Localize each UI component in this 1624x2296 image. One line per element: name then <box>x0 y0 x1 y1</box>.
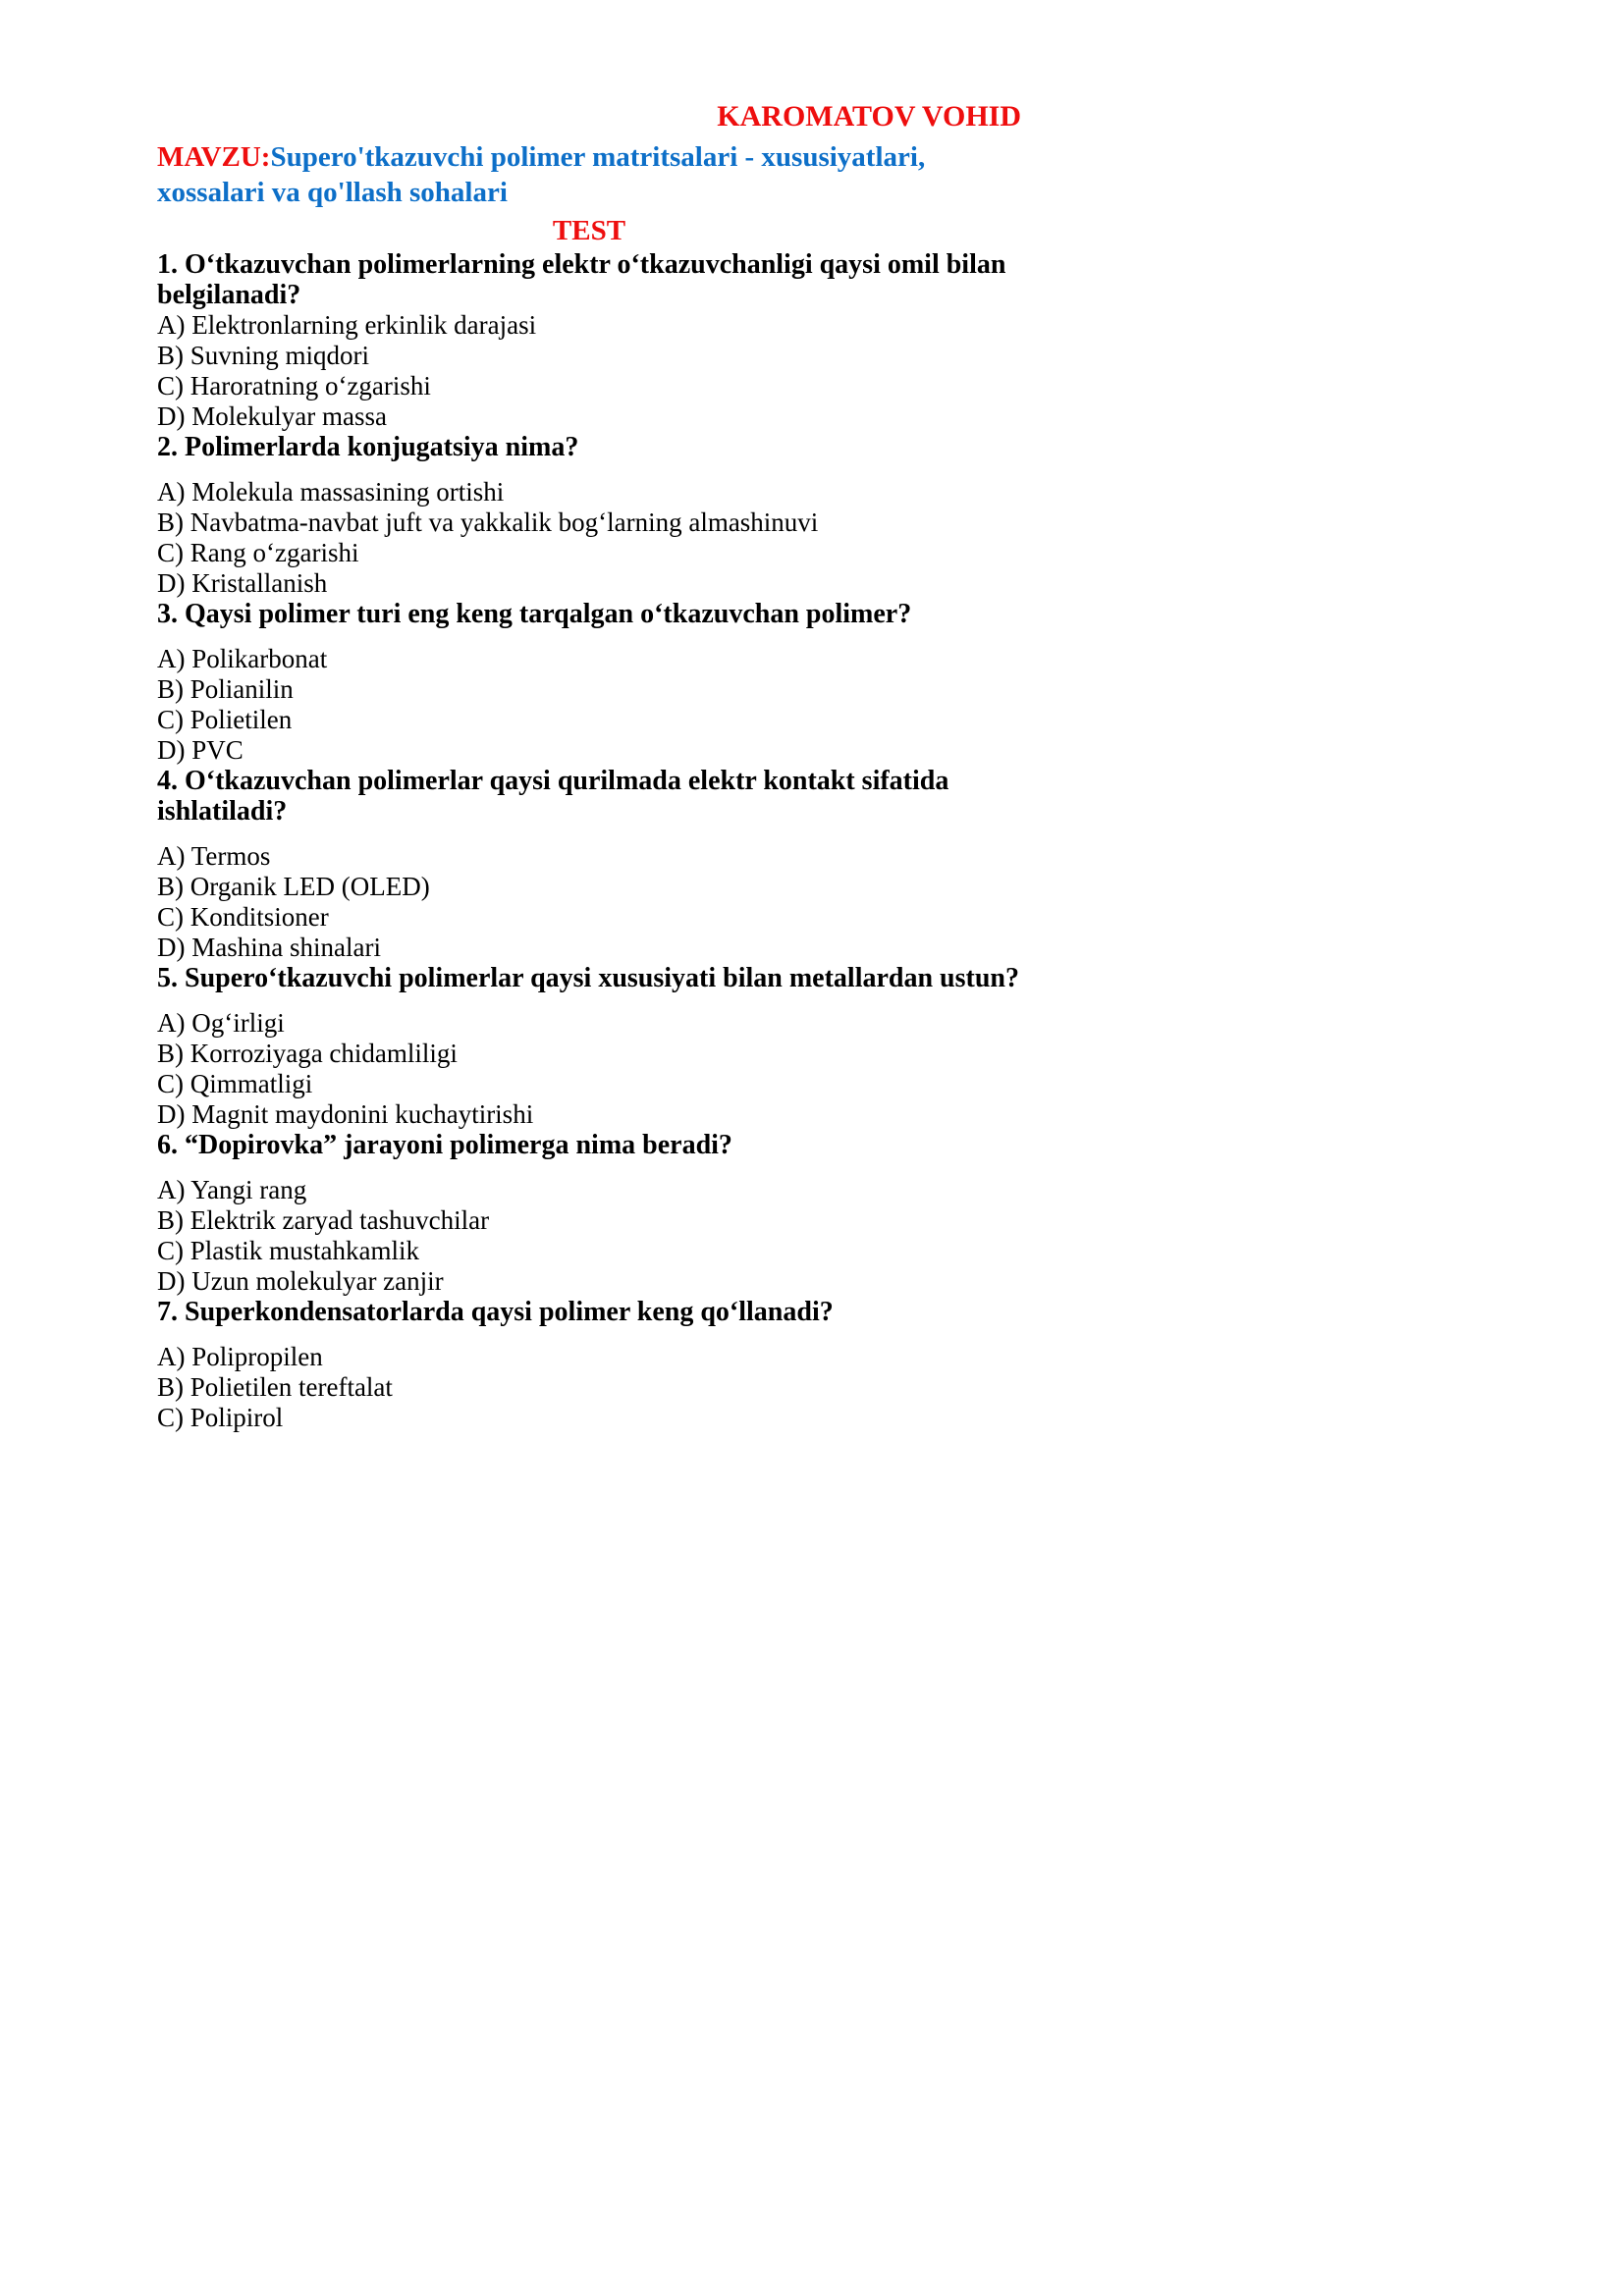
question-title: 4. O‘tkazuvchan polimerlar qaysi qurilmada elektr kontakt sifatida ishlatiladi? <box>157 766 949 827</box>
answer-option: B) Suvning miqdori <box>157 341 370 370</box>
answer-option: A) Og‘irligi <box>157 1008 285 1038</box>
answer-option: B) Korroziyaga chidamliligi <box>157 1039 458 1068</box>
options-list <box>157 477 1021 599</box>
test-heading: TEST <box>552 215 626 246</box>
question-block-3 <box>157 599 1021 766</box>
answer-option: D) Mashina shinalari <box>157 933 381 962</box>
answer-option: A) Termos <box>157 841 271 871</box>
answer-option: C) Polietilen <box>157 705 293 734</box>
answer-option: A) Yangi rang <box>157 1175 307 1204</box>
author-name: KAROMATOV VOHID <box>717 100 1021 133</box>
question-block-5 <box>157 963 1021 1130</box>
options-list <box>157 644 1021 766</box>
question-title: 3. Qaysi polimer turi eng keng tarqalgan o‘tkazuvchan polimer? <box>157 599 912 629</box>
answer-option: C) Rang o‘zgarishi <box>157 538 359 567</box>
answer-option: D) PVC <box>157 735 244 765</box>
question-title: 2. Polimerlarda konjugatsiya nima? <box>157 432 579 462</box>
answer-option: B) Navbatma-navbat juft va yakkalik bog‘larning almashinuvi <box>157 507 819 537</box>
options-list <box>157 841 1021 963</box>
options-list <box>157 1175 1021 1297</box>
question-title: 1. O‘tkazuvchan polimerlarning elektr o‘tkazuvchanligi qaysi omil bilan belgilanadi? <box>157 249 1006 310</box>
answer-option: D) Kristallanish <box>157 568 328 598</box>
answer-option: C) Polipirol <box>157 1403 284 1432</box>
answer-option: A) Elektronlarning erkinlik darajasi <box>157 310 537 340</box>
answer-option: A) Molekula massasining ortishi <box>157 477 505 507</box>
question-block-7 <box>157 1297 1021 1433</box>
question-block-2 <box>157 432 1021 599</box>
document-content <box>157 98 1021 1433</box>
answer-option: C) Plastik mustahkamlik <box>157 1236 419 1265</box>
answer-option: B) Polietilen tereftalat <box>157 1372 393 1402</box>
answer-option: D) Uzun molekulyar zanjir <box>157 1266 444 1296</box>
options-list <box>157 1342 1021 1433</box>
answer-option: D) Molekulyar massa <box>157 401 387 431</box>
answer-option: B) Elektrik zaryad tashuvchilar <box>157 1205 490 1235</box>
options-list <box>157 1008 1021 1130</box>
answer-option: C) Konditsioner <box>157 902 329 932</box>
question-title: 6. “Dopirovka” jarayoni polimerga nima beradi? <box>157 1130 732 1160</box>
options-list <box>157 310 1021 432</box>
question-block-6 <box>157 1130 1021 1297</box>
answer-option: B) Polianilin <box>157 674 294 704</box>
answer-option: C) Haroratning o‘zgarishi <box>157 371 431 400</box>
topic-label: MAVZU: <box>157 141 271 173</box>
topic-line <box>157 139 1021 210</box>
question-block-1 <box>157 249 1021 432</box>
answer-option: D) Magnit maydonini kuchaytirishi <box>157 1099 534 1129</box>
question-title: 5. Supero‘tkazuvchi polimerlar qaysi xususiyati bilan metallardan ustun? <box>157 963 1019 993</box>
question-title: 7. Superkondensatorlarda qaysi polimer keng qo‘llanadi? <box>157 1297 834 1327</box>
answer-option: A) Polipropilen <box>157 1342 323 1371</box>
answer-option: C) Qimmatligi <box>157 1069 313 1098</box>
question-block-4 <box>157 766 1021 963</box>
topic-text: Supero'tkazuvchi polimer matritsalari - xususiyatlari, xossalari va qo'llash sohalari <box>157 141 926 208</box>
answer-option: B) Organik LED (OLED) <box>157 872 430 901</box>
answer-option: A) Polikarbonat <box>157 644 328 673</box>
